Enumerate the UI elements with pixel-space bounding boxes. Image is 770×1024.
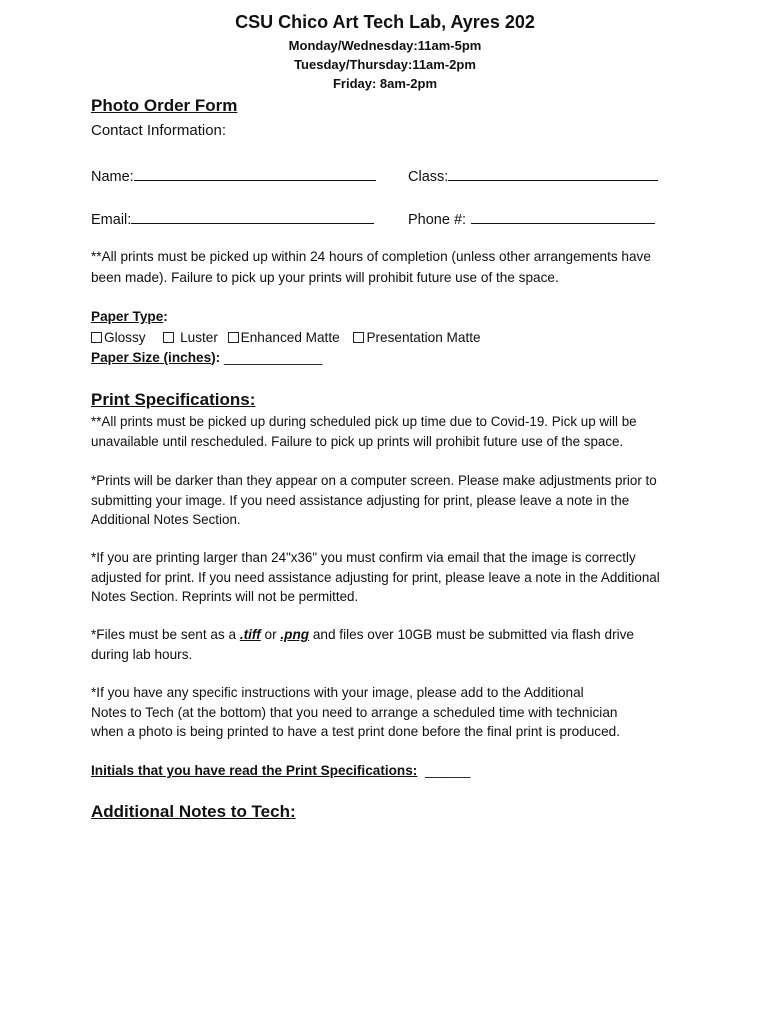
pickup-notice-line1: **All prints must be picked up within 24 hours of completion (unless other arrangements have [91, 249, 651, 264]
hours-tue-thu: Tuesday/Thursday:11am-2pm [294, 57, 476, 72]
file-format-notice [91, 627, 634, 642]
darker-notice: *Prints will be darker than they appear on a computer screen. Please make adjustments prior to submitting your image. If you need assistance adjusting for print, please leave a note in the Additional Notes Section. [91, 473, 657, 527]
name-label: Name: [91, 169, 134, 185]
print-specs-title: Print Specifications: [91, 390, 256, 409]
name-input-line[interactable] [134, 165, 376, 181]
phone-field [408, 208, 655, 228]
phone-input-line[interactable] [471, 208, 655, 224]
instructions-line1: *If you have any specific instructions with your image, please add to the Additional [91, 685, 584, 700]
option-enhanced-matte-label: Enhanced Matte [240, 330, 340, 345]
paper-size-suffix: ): [211, 350, 221, 365]
initials-input-line[interactable]: ______ [425, 763, 471, 778]
checkbox-icon [163, 332, 174, 343]
class-label: Class: [408, 169, 449, 185]
checkbox-icon [228, 332, 239, 343]
paper-size-label: Paper Size (inches [91, 350, 212, 365]
paper-type-text: Paper Type [91, 309, 164, 324]
form-title: Photo Order Form [91, 96, 238, 115]
email-input-line[interactable] [131, 208, 374, 224]
png-format: .png [280, 627, 310, 642]
class-field [408, 165, 658, 185]
file-format-notice-line2: during lab hours. [91, 647, 193, 662]
pickup-notice-line2: been made). Failure to pick up your prints will prohibit future use of the space. [91, 270, 559, 285]
phone-label: Phone #: [408, 212, 467, 228]
file-format-post: and files over 10GB must be submitted via flash drive [309, 627, 634, 642]
class-input-line[interactable] [448, 165, 658, 181]
covid-notice: **All prints must be picked up during scheduled pick up time due to Covid-19. Pick up will be unavailable until rescheduled. Failure to pick up prints will prohibit future use of the space. [91, 414, 637, 449]
file-format-or: or [260, 627, 281, 642]
lab-title: CSU Chico Art Tech Lab, Ayres 202 [235, 12, 535, 32]
additional-notes-title: Additional Notes to Tech: [91, 802, 296, 821]
option-glossy-label: Glossy [104, 330, 146, 345]
hours-fri: Friday: 8am-2pm [332, 76, 438, 91]
tiff-format: .tiff [239, 627, 261, 642]
instructions-line3: when a photo is being printed to have a test print done before the final print is produced. [91, 724, 620, 739]
paper-type-colon: : [163, 309, 168, 324]
checkbox-icon [353, 332, 364, 343]
contact-label: Contact Information: [91, 122, 227, 139]
email-label: Email: [91, 212, 132, 228]
option-enhanced-matte[interactable] [228, 330, 340, 345]
option-luster-label: Luster [180, 330, 218, 345]
checkbox-icon [91, 332, 102, 343]
paper-type-options [91, 330, 481, 345]
paper-size-input-line[interactable]: _____________ [223, 350, 323, 365]
instructions-line2: Notes to Tech (at the bottom) that you need to arrange a scheduled time with technician [91, 705, 618, 720]
file-format-pre: *Files must be sent as a [91, 627, 240, 642]
paper-type-label [91, 309, 168, 324]
paper-size-field [91, 350, 322, 365]
hours-mon-wed: Monday/Wednesday:11am-5pm [288, 38, 482, 53]
option-presentation-matte-label: Presentation Matte [366, 330, 481, 345]
option-glossy[interactable] [91, 330, 146, 345]
initials-label: Initials that you have read the Print Specifications: [91, 763, 418, 778]
larger-notice: *If you are printing larger than 24"x36" you must confirm via email that the image is correctly adjusted for print. If you need assistance adjusting for print, please leave a note in the Additional Notes Section. Reprints will not be permitted. [91, 550, 660, 604]
option-presentation-matte[interactable] [353, 330, 480, 345]
email-field [91, 208, 374, 228]
name-field [91, 165, 376, 185]
option-luster[interactable] [163, 330, 218, 345]
initials-field [91, 763, 470, 778]
